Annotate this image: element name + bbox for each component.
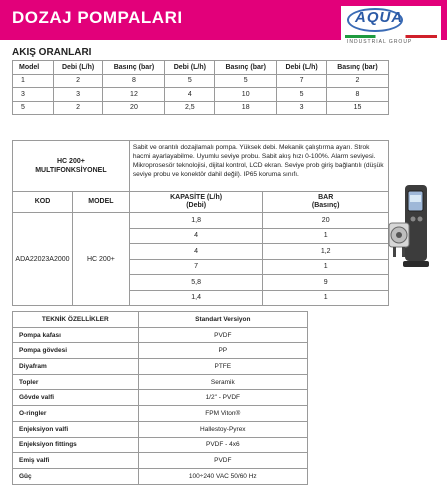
page-title: DOZAJ POMPALARI: [12, 8, 183, 27]
table-row: [13, 343, 308, 359]
table-row: [13, 421, 308, 437]
pump-button: [418, 217, 423, 222]
pump-lcd: [410, 195, 421, 202]
table-cell: 8: [326, 88, 388, 102]
flow-header-cell: Debi (L/h): [53, 61, 103, 75]
spec-value: PP: [138, 343, 307, 359]
spec-key: Topler: [13, 374, 139, 390]
spec-key: Pompa gövdesi: [13, 343, 139, 359]
capacity-cell: 4: [129, 244, 263, 260]
table-cell: 3: [277, 101, 327, 115]
flow-header-cell: Basınç (bar): [103, 61, 165, 75]
table-cell: 2: [53, 101, 103, 115]
bar-header: [263, 192, 389, 213]
model-description: Sabit ve orantılı dozajlamalı pompa. Yüksek debi. Mekanik çalıştırma ayarı. Strok hacmi ayarlayabilme. Uyumlu seviye probu. Sabit akış hızı 0-100%. Alarm seviyesi. Mikroprosesör teknolojisi, dijital kontrol, LCD ekran. Seviye prob giriş bağlantılı (düşük seviye probu ve konektör dahil değil). IP65 koruma sınıfı.: [129, 141, 388, 192]
table-cell: 1: [13, 74, 54, 88]
flow-header-row: [13, 61, 389, 75]
table-row: [13, 359, 308, 375]
capacity-cell: 5,8: [129, 275, 263, 291]
table-cell: 3: [53, 88, 103, 102]
bar-header-line2: (Basınç): [311, 202, 340, 209]
table-row: [13, 74, 389, 88]
table-cell: 12: [103, 88, 165, 102]
model-table: [12, 140, 389, 306]
bar-cell: 1: [263, 228, 389, 244]
flow-section-title: AKIŞ ORANLARI: [12, 47, 92, 58]
model-name: HC 200+: [57, 158, 85, 165]
flow-rate-table: [12, 60, 389, 115]
bar-cell: 9: [263, 275, 389, 291]
capacity-cell: 1,4: [129, 290, 263, 306]
table-row: [13, 453, 308, 469]
flow-header-cell: Basınç (bar): [326, 61, 388, 75]
table-row: [13, 437, 308, 453]
spec-key: Güç: [13, 468, 139, 484]
table-cell: 10: [215, 88, 277, 102]
capacity-header-line2: (Debi): [186, 202, 207, 209]
model-type: MULTIFONKSİYONEL: [35, 167, 107, 174]
bar-header-line1: BAR: [318, 194, 334, 201]
bar-cell: 1: [263, 290, 389, 306]
table-cell: 7: [277, 74, 327, 88]
capacity-header: [129, 192, 263, 213]
table-row: [13, 406, 308, 422]
spec-value: Hallestoy-Pyrex: [138, 421, 307, 437]
spec-key: Diyafram: [13, 359, 139, 375]
table-cell: 5: [165, 74, 215, 88]
spec-header-cell: TEKNİK ÖZELLİKLER: [13, 312, 139, 328]
table-row: [13, 390, 308, 406]
spec-value: PVDF: [138, 327, 307, 343]
capacity-cell: 1,8: [129, 213, 263, 229]
flow-header-cell: Basınç (bar): [215, 61, 277, 75]
spec-value: 100÷240 VAC 50/60 Hz: [138, 468, 307, 484]
spec-value: FPM Viton®: [138, 406, 307, 422]
table-row: [13, 468, 308, 484]
model-header-row: [13, 192, 389, 213]
bar-cell: 1,2: [263, 244, 389, 260]
capacity-cell: 7: [129, 259, 263, 275]
spec-value: PVDF - 4x6: [138, 437, 307, 453]
pump-valve: [393, 247, 396, 257]
logo-subtitle: INDUSTRIAL GROUP: [347, 39, 413, 45]
dosing-pump-image: [385, 183, 429, 278]
spec-header-row: [13, 312, 308, 328]
table-cell: 18: [215, 101, 277, 115]
table-cell: 5: [215, 74, 277, 88]
spec-value: PTFE: [138, 359, 307, 375]
spec-key: Enjeksiyon valfi: [13, 421, 139, 437]
flow-header-cell: Model: [13, 61, 54, 75]
table-cell: 2,5: [165, 101, 215, 115]
table-cell: 5: [13, 101, 54, 115]
spec-value: 1/2" - PVDF: [138, 390, 307, 406]
table-cell: 15: [326, 101, 388, 115]
spec-value: PVDF: [138, 453, 307, 469]
kod-header: KOD: [13, 192, 73, 213]
table-cell: 2: [326, 74, 388, 88]
flow-header-cell: Debi (L/h): [277, 61, 327, 75]
spec-key: Enjeksiyon fittings: [13, 437, 139, 453]
spec-value: Seramik: [138, 374, 307, 390]
pump-valve: [402, 247, 405, 257]
capacity-header-line1: KAPASİTE (L/h): [170, 194, 223, 201]
model-header: MODEL: [72, 192, 129, 213]
spec-key: Emiş valfi: [13, 453, 139, 469]
pump-head-bolt: [396, 232, 402, 238]
pump-button: [411, 217, 416, 222]
table-row: [13, 327, 308, 343]
tech-spec-table: [12, 311, 308, 485]
capacity-cell: 4: [129, 228, 263, 244]
spec-header-cell: Standart Versiyon: [138, 312, 307, 328]
bar-cell: 20: [263, 213, 389, 229]
table-row: [13, 88, 389, 102]
spec-key: Gövde valfi: [13, 390, 139, 406]
table-cell: 8: [103, 74, 165, 88]
pump-base: [403, 261, 429, 267]
table-row: [13, 101, 389, 115]
table-cell: 2: [53, 74, 103, 88]
model-cell: HC 200+: [72, 213, 129, 306]
flow-header-cell: Debi (L/h): [165, 61, 215, 75]
bar-cell: 1: [263, 259, 389, 275]
kod-cell: ADA22023A2000: [13, 213, 73, 306]
logo-flag-stripe: [345, 35, 437, 38]
spec-key: Pompa kafası: [13, 327, 139, 343]
table-row: [13, 374, 308, 390]
spec-key: O-ringler: [13, 406, 139, 422]
table-cell: 3: [13, 88, 54, 102]
model-top-row: [13, 141, 389, 192]
table-cell: 5: [277, 88, 327, 102]
model-name-cell: [13, 141, 130, 192]
table-row: [13, 213, 389, 229]
logo-word: AQUA: [355, 9, 404, 26]
table-cell: 20: [103, 101, 165, 115]
table-cell: 4: [165, 88, 215, 102]
aqua-logo: [341, 6, 441, 48]
